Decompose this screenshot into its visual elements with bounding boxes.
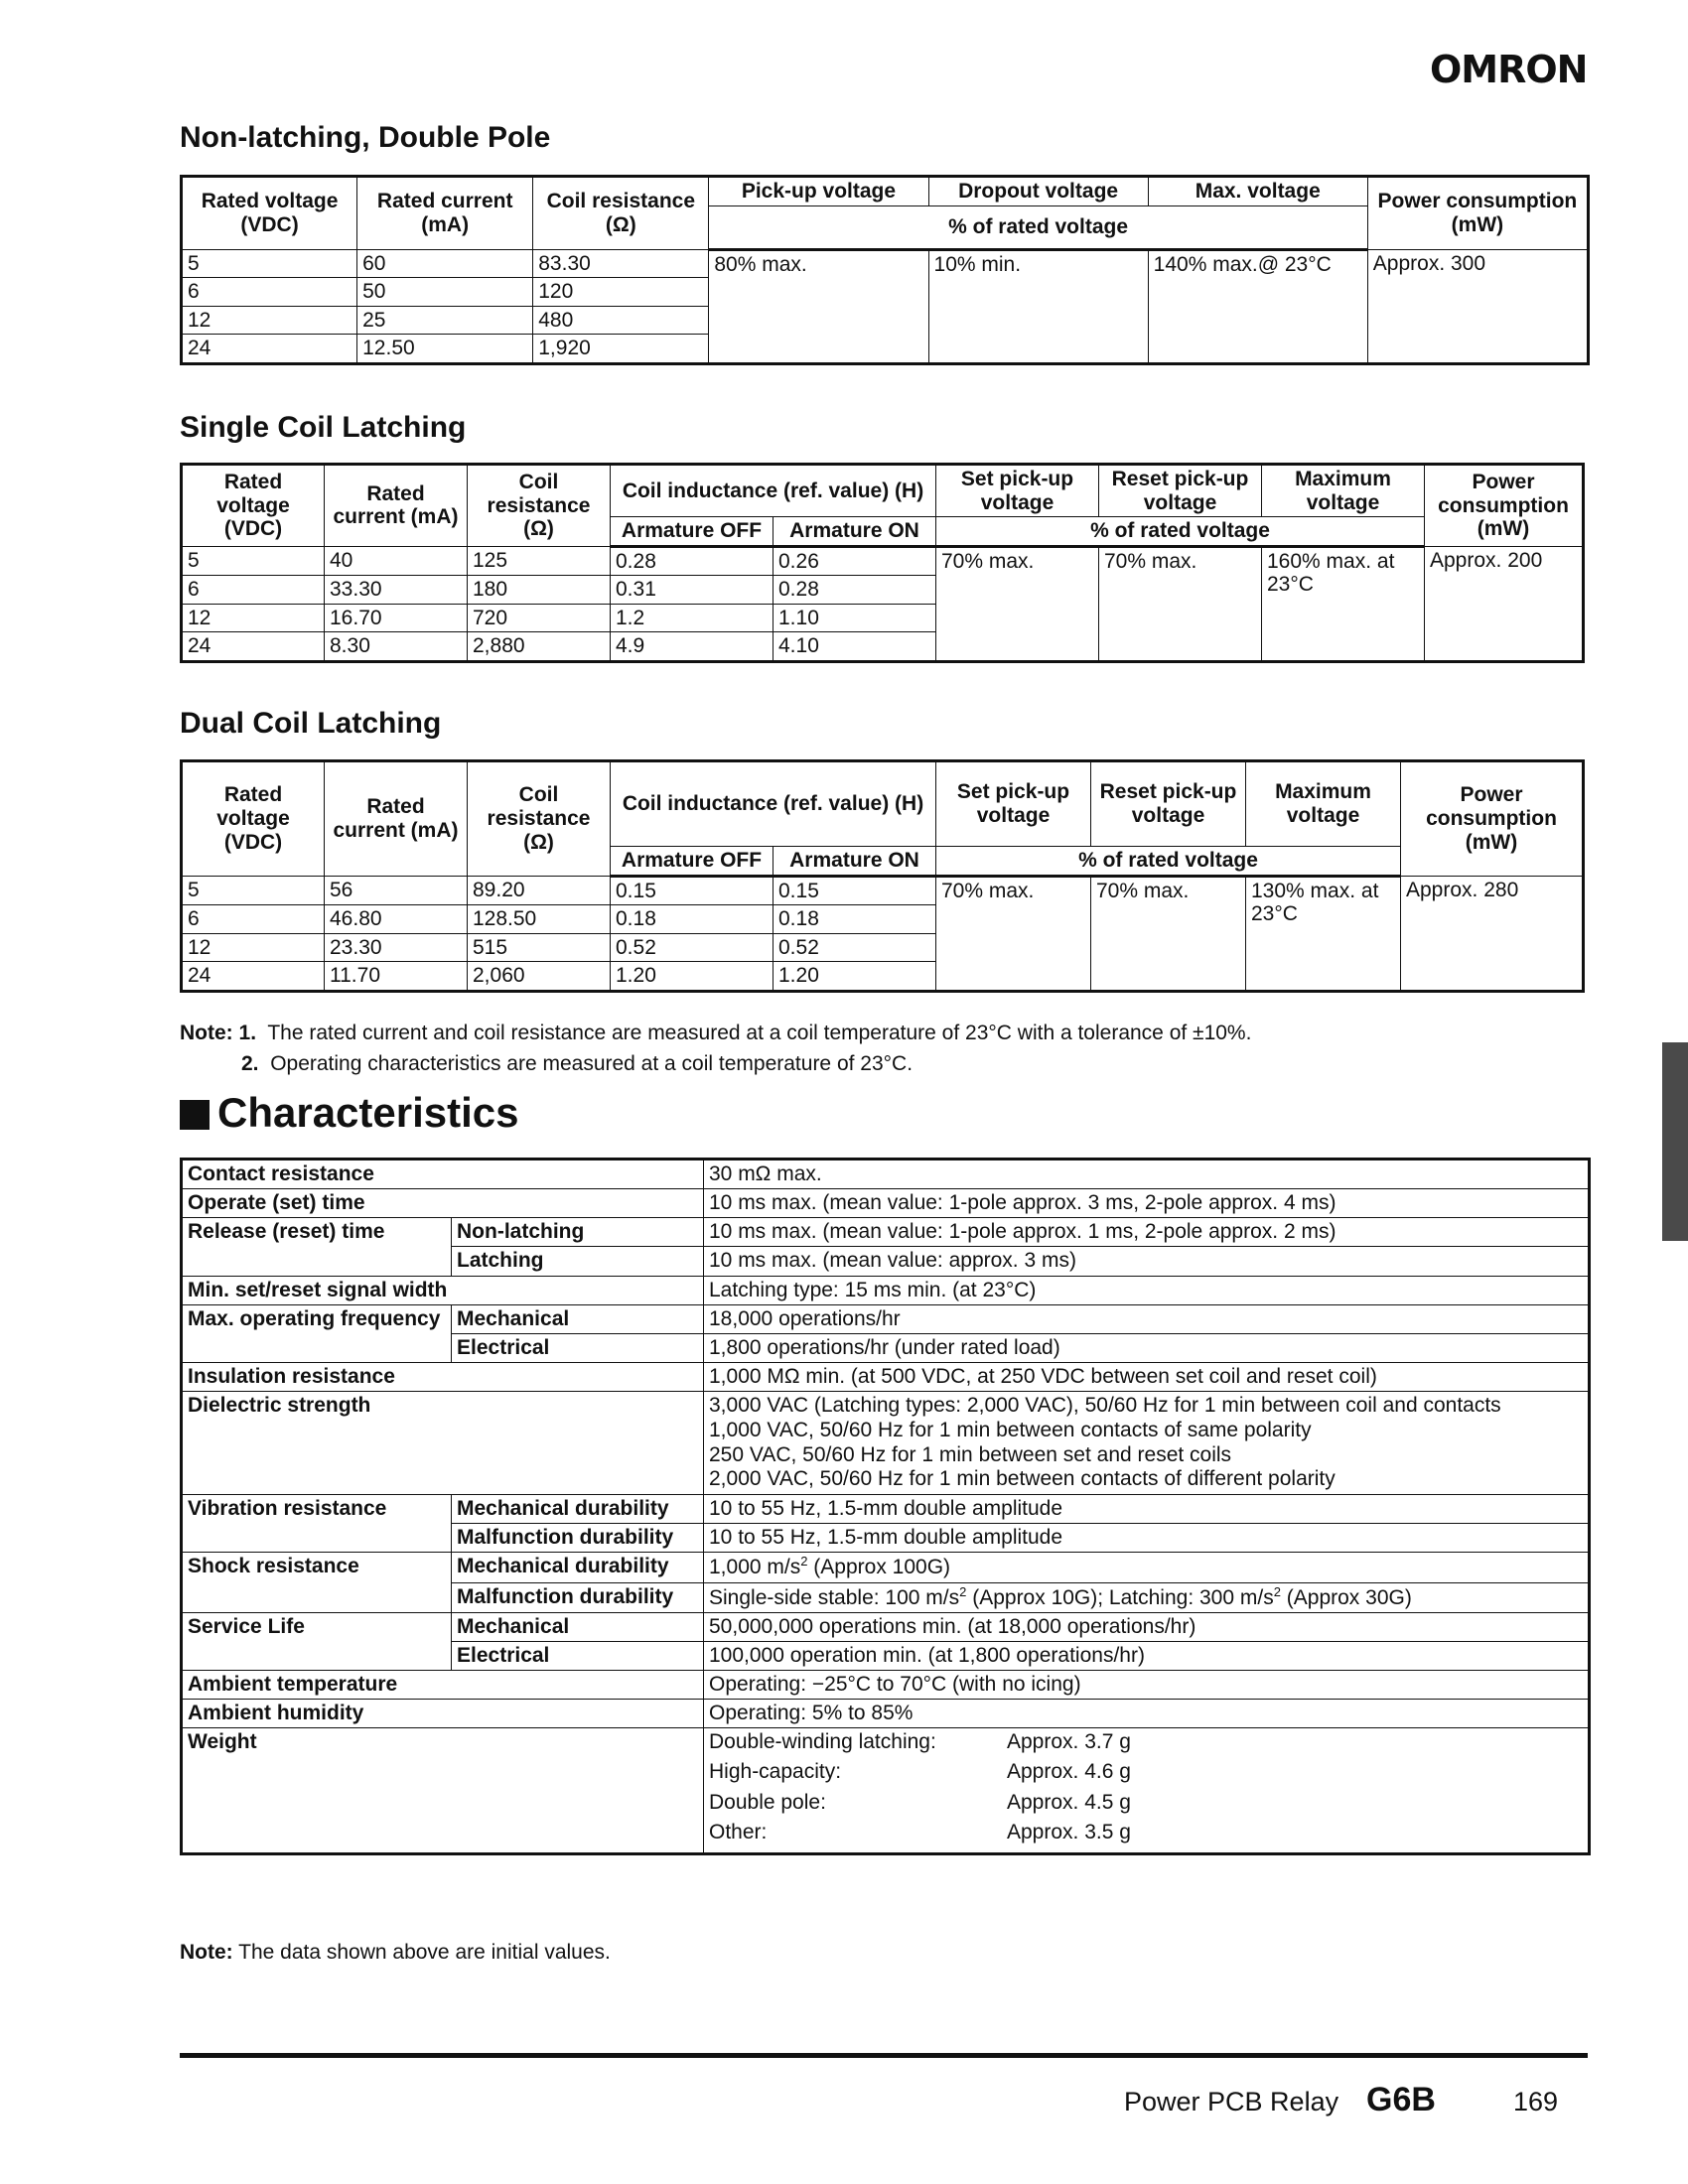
weight-amount: Approx. 4.6 g (1007, 1760, 1131, 1784)
op-frequency-mechanical-label: Mechanical (452, 1304, 704, 1333)
note-2 (241, 1052, 913, 1076)
cell-voltage: 6 (182, 905, 325, 934)
cell-power: Approx. 280 (1401, 876, 1584, 991)
header-coil-resistance: Coil resistance (Ω) (468, 465, 611, 547)
cell-power: Approx. 200 (1425, 546, 1584, 661)
header-reset-pickup: Reset pick-up voltage (1091, 761, 1246, 847)
characteristics-note (180, 1941, 611, 1965)
contact-resistance-label: Contact resistance (182, 1160, 704, 1189)
cell-resistance: 83.30 (533, 249, 709, 278)
cell-resistance: 720 (468, 604, 611, 632)
cell-dropout: 10% min. (928, 249, 1148, 363)
header-rated-voltage: Rated voltage (VDC) (182, 177, 357, 250)
release-latching-label: Latching (452, 1247, 704, 1276)
cell-voltage: 24 (182, 962, 325, 992)
cell-current: 56 (325, 876, 468, 905)
header-coil-resistance: Coil resistance (Ω) (468, 761, 611, 877)
release-time-label: Release (reset) time (182, 1218, 452, 1276)
single-coil-heading: Single Coil Latching (180, 411, 467, 444)
cell-set-pickup: 70% max. (936, 546, 1099, 661)
release-latching-value: 10 ms max. (mean value: approx. 3 ms) (704, 1247, 1590, 1276)
cell-resistance: 180 (468, 576, 611, 605)
weight-amount: Approx. 3.7 g (1007, 1730, 1131, 1754)
operate-time-value: 10 ms max. (mean value: 1-pole approx. 3 ms, 2-pole approx. 4 ms) (704, 1189, 1590, 1218)
note-label: Note: (180, 1022, 233, 1044)
header-max-voltage: Maximum voltage (1246, 761, 1401, 847)
header-armature-off: Armature OFF (611, 847, 774, 877)
cell-power: Approx. 300 (1367, 249, 1588, 363)
cell-current: 60 (357, 249, 533, 278)
cell-voltage: 12 (182, 306, 357, 335)
weight-type: Double pole: (709, 1790, 826, 1814)
header-rated-voltage: Rated voltage (VDC) (182, 465, 325, 547)
release-non-latching-label: Non-latching (452, 1218, 704, 1247)
op-frequency-electrical-label: Electrical (452, 1333, 704, 1362)
shock-mech-label: Mechanical durability (452, 1553, 704, 1582)
ambient-temp-value: Operating: −25°C to 70°C (with no icing) (704, 1671, 1590, 1700)
superscript: 2 (1273, 1583, 1281, 1599)
insulation-value: 1,000 MΩ min. (at 500 VDC, at 250 VDC between set coil and reset coil) (704, 1362, 1590, 1391)
shock-malf-value-b: (Approx 10G); Latching: 300 m/s (966, 1585, 1274, 1609)
cell-voltage: 5 (182, 249, 357, 278)
cell-armature-on: 0.26 (774, 546, 936, 576)
service-life-label: Service Life (182, 1612, 452, 1670)
header-max-voltage: Max. voltage (1148, 177, 1367, 206)
single-coil-table (180, 463, 1585, 663)
section-tab-marker (1662, 1042, 1688, 1241)
characteristics-title (180, 1089, 519, 1137)
cell-current: 23.30 (325, 933, 468, 962)
characteristics-note-text: The data shown above are initial values. (232, 1941, 611, 1964)
vibration-mech-label: Mechanical durability (452, 1495, 704, 1524)
weight-line (709, 1730, 1583, 1754)
cell-resistance: 480 (533, 306, 709, 335)
characteristics-note-label: Note: (180, 1941, 233, 1964)
cell-armature-off: 4.9 (611, 632, 774, 662)
cell-current: 33.30 (325, 576, 468, 605)
header-rated-voltage: Rated voltage (VDC) (182, 761, 325, 877)
cell-voltage: 5 (182, 546, 325, 576)
shock-malf-value (704, 1582, 1590, 1612)
operate-time-label: Operate (set) time (182, 1189, 704, 1218)
dielectric-line: 2,000 VAC, 50/60 Hz for 1 min between contacts of different polarity (709, 1467, 1336, 1491)
note-1-number: 1. (238, 1022, 257, 1044)
header-dropout-voltage: Dropout voltage (928, 177, 1148, 206)
cell-armature-off: 0.15 (611, 876, 774, 905)
omron-logo: OMRON (1430, 48, 1588, 91)
weight-label: Weight (182, 1728, 704, 1854)
weight-line (709, 1821, 1583, 1844)
cell-armature-on: 1.10 (774, 604, 936, 632)
weight-line (709, 1791, 1583, 1815)
shock-malf-label: Malfunction durability (452, 1582, 704, 1612)
dielectric-line: 250 VAC, 50/60 Hz for 1 min between set and reset coils (709, 1442, 1232, 1466)
dual-coil-heading: Dual Coil Latching (180, 707, 442, 740)
cell-armature-on: 4.10 (774, 632, 936, 662)
non-latching-heading: Non-latching, Double Pole (180, 121, 551, 154)
footer-product-title: Power PCB Relay (1124, 2087, 1339, 2116)
header-armature-on: Armature ON (774, 517, 936, 547)
shock-malf-value-c: (Approx 30G) (1280, 1585, 1412, 1609)
header-set-pickup: Set pick-up voltage (936, 465, 1099, 517)
header-coil-inductance: Coil inductance (ref. value) (H) (611, 761, 936, 847)
header-armature-off: Armature OFF (611, 517, 774, 547)
cell-voltage: 24 (182, 632, 325, 662)
shock-label: Shock resistance (182, 1553, 452, 1612)
header-pct-rated: % of rated voltage (936, 847, 1401, 877)
superscript: 2 (800, 1554, 808, 1570)
header-coil-inductance: Coil inductance (ref. value) (H) (611, 465, 936, 517)
contact-resistance-value: 30 mΩ max. (704, 1160, 1590, 1189)
service-life-elec-label: Electrical (452, 1641, 704, 1670)
cell-armature-on: 0.28 (774, 576, 936, 605)
cell-current: 25 (357, 306, 533, 335)
service-life-elec-value: 100,000 operation min. (at 1,800 operations/hr) (704, 1641, 1590, 1670)
header-reset-pickup: Reset pick-up voltage (1099, 465, 1262, 517)
cell-voltage: 6 (182, 576, 325, 605)
weight-type: High-capacity: (709, 1760, 842, 1784)
cell-armature-off: 0.52 (611, 933, 774, 962)
cell-set-pickup: 70% max. (936, 876, 1091, 991)
ambient-humidity-value: Operating: 5% to 85% (704, 1700, 1590, 1728)
cell-max-voltage: 140% max.@ 23°C (1148, 249, 1367, 363)
square-bullet-icon (180, 1100, 210, 1130)
cell-armature-on: 0.52 (774, 933, 936, 962)
cell-armature-on: 0.15 (774, 876, 936, 905)
header-pct-rated: % of rated voltage (709, 205, 1367, 249)
shock-mech-value-b: (Approx 100G) (807, 1556, 951, 1579)
weight-value (704, 1728, 1590, 1854)
footer-rule (180, 2053, 1588, 2058)
header-set-pickup: Set pick-up voltage (936, 761, 1091, 847)
shock-mech-value (704, 1553, 1590, 1582)
insulation-label: Insulation resistance (182, 1362, 704, 1391)
op-frequency-mechanical-value: 18,000 operations/hr (704, 1304, 1590, 1333)
cell-resistance: 2,880 (468, 632, 611, 662)
cell-voltage: 6 (182, 278, 357, 307)
shock-malf-value-a: Single-side stable: 100 m/s (709, 1585, 960, 1609)
cell-armature-off: 1.20 (611, 962, 774, 992)
cell-resistance: 1,920 (533, 335, 709, 364)
dielectric-line: 1,000 VAC, 50/60 Hz for 1 min between contacts of same polarity (709, 1418, 1312, 1441)
cell-current: 8.30 (325, 632, 468, 662)
characteristics-title-text: Characteristics (217, 1089, 519, 1136)
note-2-number: 2. (241, 1052, 259, 1075)
cell-max-voltage: 130% max. at 23°C (1246, 876, 1401, 991)
note-1 (180, 1022, 1251, 1045)
note-2-text: Operating characteristics are measured at a coil temperature of 23°C. (270, 1052, 914, 1075)
cell-current: 40 (325, 546, 468, 576)
cell-voltage: 12 (182, 933, 325, 962)
weight-line (709, 1760, 1583, 1784)
cell-resistance: 120 (533, 278, 709, 307)
service-life-mech-value: 50,000,000 operations min. (at 18,000 operations/hr) (704, 1612, 1590, 1641)
cell-current: 46.80 (325, 905, 468, 934)
vibration-malf-label: Malfunction durability (452, 1524, 704, 1553)
header-power-consumption: Power consumption (mW) (1401, 761, 1584, 877)
op-frequency-label: Max. operating frequency (182, 1304, 452, 1362)
vibration-mech-value: 10 to 55 Hz, 1.5-mm double amplitude (704, 1495, 1590, 1524)
cell-resistance: 89.20 (468, 876, 611, 905)
cell-resistance: 515 (468, 933, 611, 962)
cell-voltage: 5 (182, 876, 325, 905)
cell-armature-off: 0.18 (611, 905, 774, 934)
cell-armature-off: 0.31 (611, 576, 774, 605)
dual-coil-table (180, 759, 1585, 993)
header-max-voltage: Maximum voltage (1262, 465, 1425, 517)
vibration-malf-value: 10 to 55 Hz, 1.5-mm double amplitude (704, 1524, 1590, 1553)
cell-armature-on: 1.20 (774, 962, 936, 992)
header-rated-current: Rated current (mA) (325, 465, 468, 547)
cell-current: 50 (357, 278, 533, 307)
signal-width-value: Latching type: 15 ms min. (at 23°C) (704, 1276, 1590, 1304)
dielectric-line: 3,000 VAC (Latching types: 2,000 VAC), 50/60 Hz for 1 min between coil and contacts (709, 1394, 1501, 1418)
characteristics-table (180, 1158, 1591, 1855)
non-latching-table (180, 175, 1590, 365)
op-frequency-electrical-value: 1,800 operations/hr (under rated load) (704, 1333, 1590, 1362)
dielectric-value (704, 1392, 1590, 1495)
service-life-mech-label: Mechanical (452, 1612, 704, 1641)
footer-series: G6B (1366, 2081, 1436, 2118)
header-pickup-voltage: Pick-up voltage (709, 177, 928, 206)
cell-reset-pickup: 70% max. (1091, 876, 1246, 991)
cell-armature-on: 0.18 (774, 905, 936, 934)
vibration-label: Vibration resistance (182, 1495, 452, 1553)
weight-amount: Approx. 4.5 g (1007, 1790, 1131, 1814)
ambient-humidity-label: Ambient humidity (182, 1700, 704, 1728)
cell-voltage: 12 (182, 604, 325, 632)
header-power-consumption: Power consumption (mW) (1425, 465, 1584, 547)
signal-width-label: Min. set/reset signal width (182, 1276, 704, 1304)
superscript: 2 (959, 1583, 967, 1599)
cell-voltage: 24 (182, 335, 357, 364)
cell-pickup: 80% max. (709, 249, 928, 363)
cell-armature-off: 0.28 (611, 546, 774, 576)
header-rated-current: Rated current (mA) (357, 177, 533, 250)
header-armature-on: Armature ON (774, 847, 936, 877)
release-non-latching-value: 10 ms max. (mean value: 1-pole approx. 1 ms, 2-pole approx. 2 ms) (704, 1218, 1590, 1247)
cell-resistance: 2,060 (468, 962, 611, 992)
weight-type: Double-winding latching: (709, 1730, 936, 1754)
note-1-text: The rated current and coil resistance are measured at a coil temperature of 23°C with a tolerance of ±10%. (267, 1022, 1252, 1044)
cell-current: 11.70 (325, 962, 468, 992)
cell-resistance: 125 (468, 546, 611, 576)
weight-amount: Approx. 3.5 g (1007, 1820, 1131, 1843)
cell-max-voltage: 160% max. at 23°C (1262, 546, 1425, 661)
page-number: 169 (1513, 2087, 1559, 2116)
header-power-consumption: Power consumption (mW) (1367, 177, 1588, 250)
dielectric-label: Dielectric strength (182, 1392, 704, 1495)
header-rated-current: Rated current (mA) (325, 761, 468, 877)
shock-mech-value-a: 1,000 m/s (709, 1556, 801, 1579)
header-coil-resistance: Coil resistance (Ω) (533, 177, 709, 250)
cell-current: 12.50 (357, 335, 533, 364)
cell-reset-pickup: 70% max. (1099, 546, 1262, 661)
cell-current: 16.70 (325, 604, 468, 632)
cell-armature-off: 1.2 (611, 604, 774, 632)
cell-resistance: 128.50 (468, 905, 611, 934)
ambient-temp-label: Ambient temperature (182, 1671, 704, 1700)
weight-type: Other: (709, 1820, 768, 1843)
header-pct-rated: % of rated voltage (936, 517, 1425, 547)
